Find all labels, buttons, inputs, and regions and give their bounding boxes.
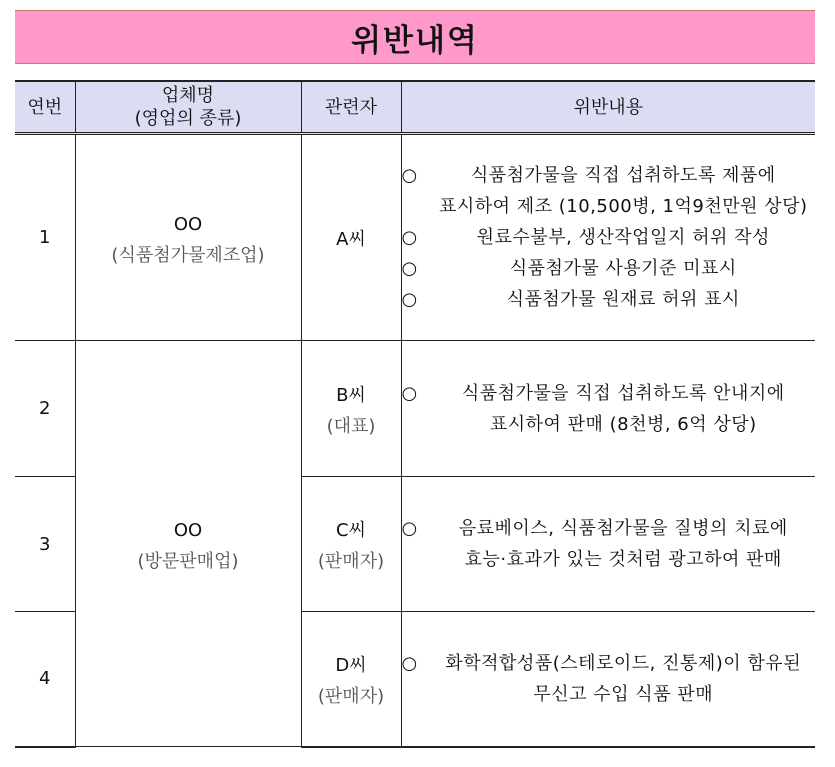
row-no: 2	[15, 341, 75, 477]
row-no: 4	[15, 612, 75, 747]
row-no: 1	[15, 134, 75, 341]
header-person: 관련자	[301, 81, 401, 134]
company-name: OO	[173, 519, 203, 541]
row-no: 3	[15, 477, 75, 612]
company-cell	[75, 134, 301, 341]
header-company-type: (영업의 종류)	[134, 108, 242, 129]
page-title-banner	[15, 10, 815, 64]
table-row	[15, 134, 815, 341]
detail-item: ○ 식품첨가물 원재료 허위 표시	[402, 284, 816, 315]
person-name: C씨	[336, 520, 366, 541]
detail-item: ○ 식품첨가물 사용기준 미표시	[402, 253, 816, 284]
detail-item: ○ 화학적합성품(스테로이드, 진통제)이 함유된 무신고 수입 식품 판매	[402, 648, 816, 710]
detail-item: ○ 원료수불부, 생산작업일지 허위 작성	[402, 222, 816, 253]
company-name: OO	[173, 213, 203, 235]
detail-item: ○ 식품첨가물을 직접 섭취하도록 안내지에 표시하여 판매 (8천병, 6억 상당)	[402, 378, 816, 440]
company-type: (방문판매업)	[137, 550, 239, 572]
person-role: (대표)	[326, 415, 376, 437]
details-cell	[401, 341, 815, 477]
person-name: A씨	[336, 228, 366, 250]
person-cell	[301, 341, 401, 477]
person-name: B씨	[336, 384, 366, 406]
person-role: (판매자)	[317, 685, 385, 707]
person-cell	[301, 477, 401, 612]
company-type: (식품첨가물제조업)	[111, 244, 265, 266]
header-no: 연번	[15, 81, 75, 134]
table-row	[15, 341, 815, 477]
details-cell	[401, 477, 815, 612]
person-name: D씨	[335, 654, 367, 676]
header-details: 위반내용	[401, 81, 815, 134]
company-cell	[75, 341, 301, 747]
person-cell	[301, 134, 401, 341]
header-company	[75, 81, 301, 134]
details-cell	[401, 612, 815, 747]
details-cell	[401, 134, 815, 341]
person-cell	[301, 612, 401, 747]
violations-table	[15, 80, 815, 748]
detail-item: ○ 음료베이스, 식품첨가물을 질병의 치료에 효능·효과가 있는 것처럼 광고하여 판매	[402, 513, 816, 575]
page-title: 위반내역	[351, 22, 479, 59]
header-company-name: 업체명	[161, 85, 215, 106]
table-header-row	[15, 81, 815, 134]
detail-item: ○ 식품첨가물을 직접 섭취하도록 제품에 표시하여 제조 (10,500병, 1억9천만원 상당)	[402, 160, 816, 222]
person-role: (판매자)	[317, 551, 385, 572]
